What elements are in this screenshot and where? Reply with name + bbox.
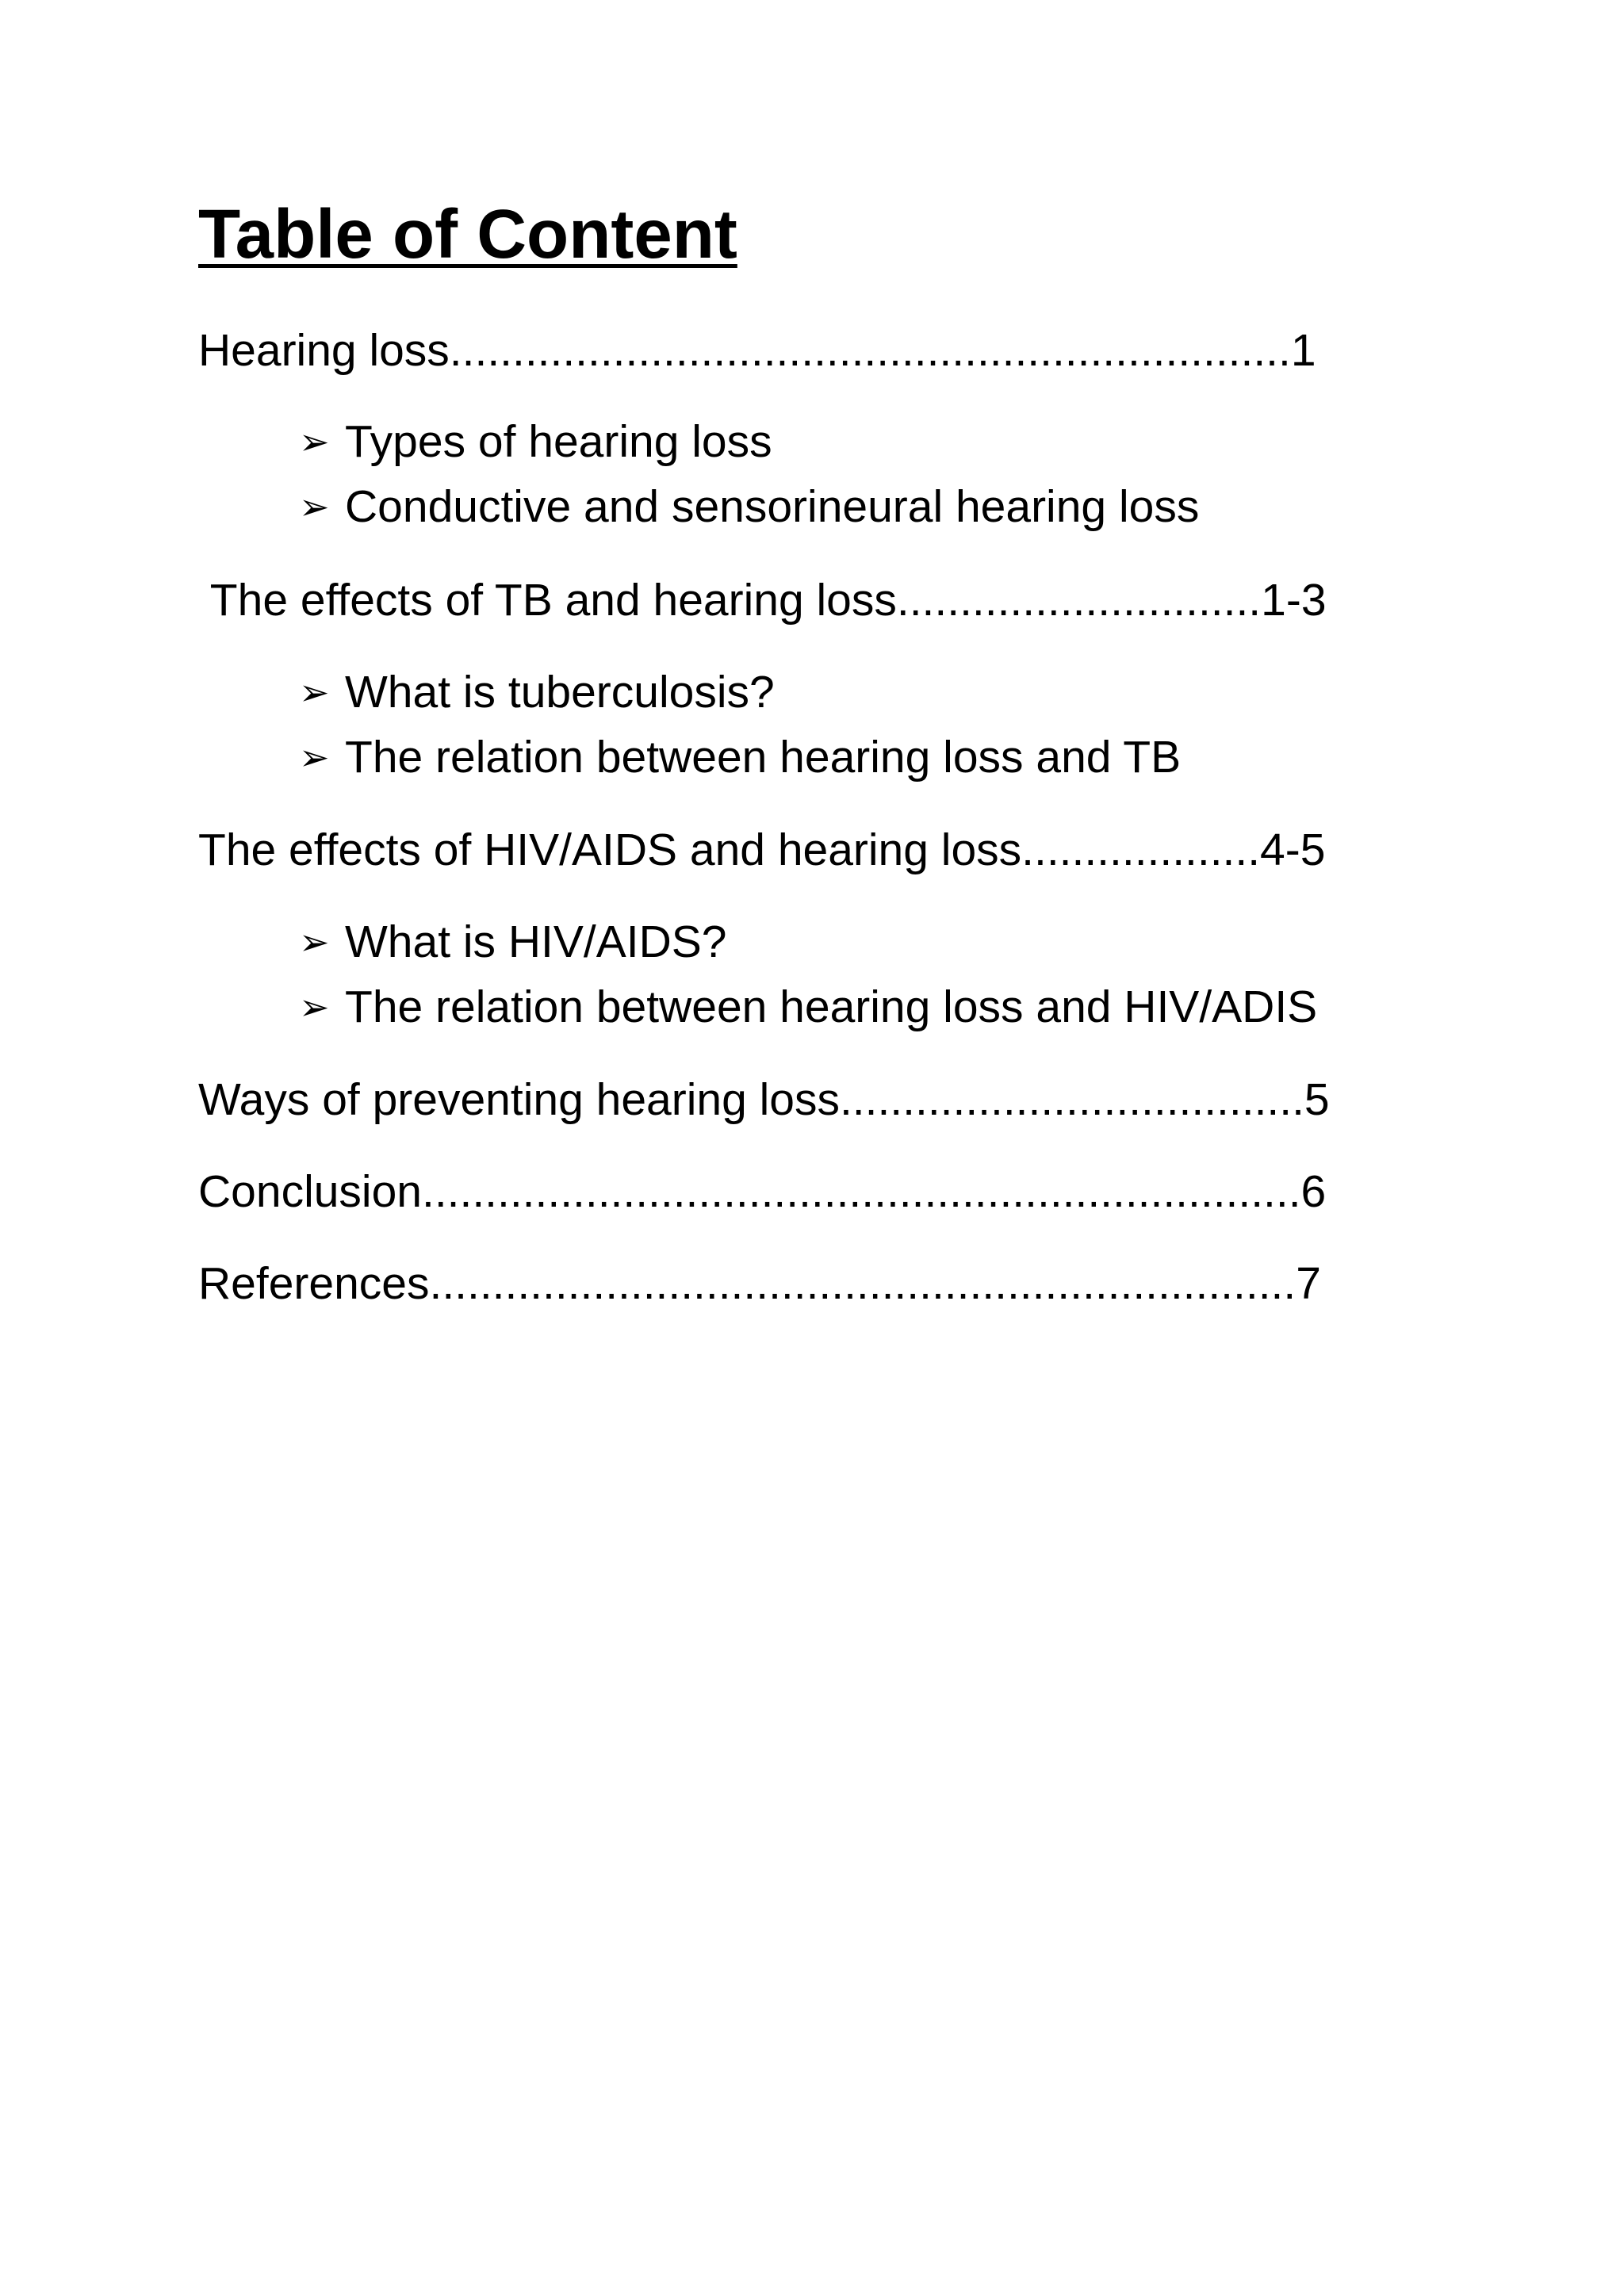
toc-subitem-label: What is HIV/AIDS? [345, 916, 727, 967]
toc-entry-tb: The effects of TB and hearing loss.............................1-3 [198, 575, 1327, 626]
arrow-bullet-icon: ➢ [299, 920, 330, 963]
toc-subitem [299, 732, 1182, 783]
toc-subitem [299, 481, 1200, 532]
toc-subitem [299, 916, 727, 967]
toc-subitem-label: Types of hearing loss [345, 416, 772, 467]
toc-subitem-label: What is tuberculosis? [345, 667, 775, 718]
toc-entry-hiv-aids: The effects of HIV/AIDS and hearing loss...................4-5 [198, 825, 1326, 875]
arrow-bullet-icon: ➢ [299, 736, 330, 779]
toc-entry-prevention: Ways of preventing hearing loss.....................................5 [198, 1074, 1330, 1125]
toc-title: Table of Content [198, 196, 737, 273]
arrow-bullet-icon: ➢ [299, 671, 330, 714]
toc-subitem-label: The relation between hearing loss and HIV/ADIS [345, 982, 1318, 1032]
toc-subitem [299, 982, 1318, 1032]
arrow-bullet-icon: ➢ [299, 985, 330, 1028]
toc-subitem-label: Conductive and sensorineural hearing loss [345, 481, 1200, 532]
toc-entry-conclusion: Conclusion......................................................................6 [198, 1166, 1327, 1217]
arrow-bullet-icon: ➢ [299, 420, 330, 463]
toc-entry-references: References.....................................................................7 [198, 1258, 1321, 1309]
arrow-bullet-icon: ➢ [299, 485, 330, 528]
toc-entry-hearing-loss: Hearing loss...................................................................1 [198, 325, 1316, 376]
toc-subitem [299, 416, 772, 467]
toc-subitem-label: The relation between hearing loss and TB [345, 732, 1182, 783]
toc-subitem [299, 667, 775, 718]
